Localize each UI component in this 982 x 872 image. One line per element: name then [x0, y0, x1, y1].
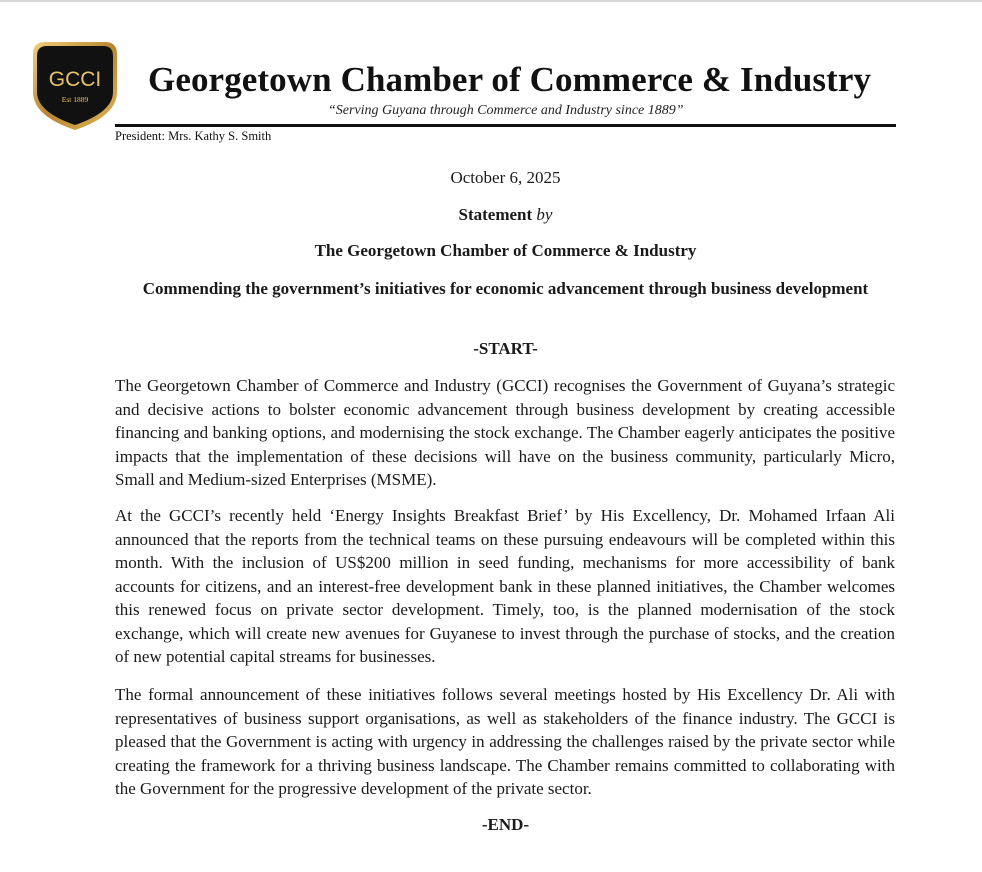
statement-word: Statement [458, 205, 533, 224]
paragraph-3: The formal announcement of these initiatives follows several meetings hosted by His Excellency Dr. Ali with representatives of business support organisations, as well as stakeholders of the finance industry. The GCCI is pleased that the Government is acting with urgency in addressing the challenges raised by the private sector while creating the framework for a thriving business landscape. The Chamber remains committed to collaborating with the Government for the progressive development of the private sector. [115, 685, 895, 798]
gcci-shield-logo [31, 40, 119, 132]
headline: Commending the government’s initiatives for economic advancement through business development [142, 279, 869, 298]
statement-heading [115, 205, 896, 225]
org-line: The Georgetown Chamber of Commerce & Industry [314, 241, 697, 260]
header-rule [115, 124, 896, 127]
org-title: Georgetown Chamber of Commerce & Industry [148, 60, 872, 99]
statement-date: October 6, 2025 [450, 168, 561, 187]
logo-est-text: Est 1889 [61, 95, 89, 104]
paragraph-1: The Georgetown Chamber of Commerce and Industry (GCCI) recognises the Government of Guyana’s strategic and decisive actions to bolster economic advancement through business development by creating accessible financing and banking options, and modernising the stock exchange. The Chamber eagerly anticipates the positive impacts that the implementation of these decisions will have on the business community, particularly Micro, Small and Medium-sized Enterprises (MSME). [115, 376, 895, 489]
start-marker: -START- [473, 339, 538, 358]
paragraph-2: At the GCCI’s recently held ‘Energy Insights Breakfast Brief’ by His Excellency, Dr. Mohamed Irfaan Ali announced that the reports from the technical teams on these pursuing endeavours will be completed within this month. With the inclusion of US$200 million in seed funding, mechanisms for more accessibility of bank accounts for citizens, and an interest-free development bank in these planned initiatives, the Chamber welcomes this renewed focus on private sector development. Timely, too, is the planned modernisation of the stock exchange, which will create new avenues for Guyanese to invest through the purchase of stocks, and the creation of new potential capital streams for businesses. [115, 506, 895, 666]
president-line: President: Mrs. Kathy S. Smith [115, 129, 272, 143]
top-border [0, 0, 982, 2]
logo-text: GCCI [48, 68, 102, 91]
statement-by: by [536, 205, 553, 224]
tagline: “Serving Guyana through Commerce and Industry since 1889” [328, 103, 684, 118]
end-marker: -END- [481, 815, 530, 834]
